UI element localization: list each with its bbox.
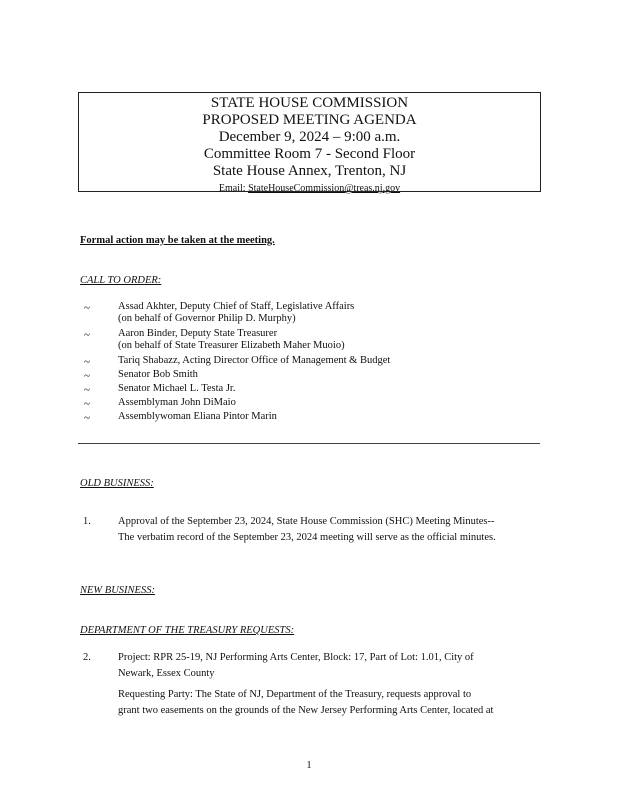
bullet-tilde: ~ bbox=[84, 412, 90, 424]
new-business-heading: NEW BUSINESS: bbox=[80, 585, 155, 596]
member-name: Assad Akhter, Deputy Chief of Staff, Legislative Affairs bbox=[118, 301, 355, 312]
bullet-tilde: ~ bbox=[84, 398, 90, 410]
item-text-line: Project: RPR 25-19, NJ Performing Arts Center, Block: 17, Part of Lot: 1.01, City of bbox=[118, 652, 474, 663]
call-to-order-heading: CALL TO ORDER: bbox=[80, 275, 162, 286]
member-name: Aaron Binder, Deputy State Treasurer bbox=[118, 328, 278, 339]
member-note: (on behalf of Governor Philip D. Murphy) bbox=[118, 313, 296, 324]
member-item bbox=[118, 301, 354, 325]
formal-action-notice: Formal action may be taken at the meeting. bbox=[80, 235, 275, 246]
bullet-tilde: ~ bbox=[84, 329, 90, 341]
member-item: Tariq Shabazz, Acting Director Office of Management & Budget bbox=[118, 355, 391, 366]
bullet-tilde: ~ bbox=[84, 356, 90, 368]
bullet-tilde: ~ bbox=[84, 384, 90, 396]
email-line bbox=[79, 180, 540, 197]
meeting-date: December 9, 2024 – 9:00 a.m. bbox=[218, 129, 401, 145]
item-text-line: grant two easements on the grounds of the New Jersey Performing Arts Center, located at bbox=[118, 705, 494, 716]
page-number: 1 bbox=[306, 760, 312, 771]
email-label: Email: bbox=[218, 183, 249, 194]
item-text-line: Newark, Essex County bbox=[118, 668, 215, 679]
member-note: (on behalf of State Treasurer Elizabeth Maher Muoio) bbox=[118, 340, 345, 351]
meeting-room: Committee Room 7 - Second Floor bbox=[203, 146, 416, 162]
bullet-tilde: ~ bbox=[84, 370, 90, 382]
member-item: Senator Michael L. Testa Jr. bbox=[118, 383, 236, 394]
requesting-party-description bbox=[118, 687, 538, 719]
email-link[interactable]: StateHouseCommission@treas.nj.gov bbox=[248, 183, 401, 194]
member-item bbox=[118, 328, 345, 352]
project-description bbox=[118, 650, 538, 682]
member-item: Assemblyman John DiMaio bbox=[118, 397, 236, 408]
item-number: 2. bbox=[83, 652, 91, 663]
member-item: Assemblywoman Eliana Pintor Marin bbox=[118, 411, 277, 422]
item-number: 1. bbox=[83, 516, 91, 527]
minutes-approval-item bbox=[118, 514, 538, 546]
agenda-header-box bbox=[78, 92, 541, 192]
agenda-title: PROPOSED MEETING AGENDA bbox=[202, 112, 417, 128]
section-divider bbox=[78, 443, 540, 444]
item-text-line: Requesting Party: The State of NJ, Department of the Treasury, requests approval to bbox=[118, 689, 472, 700]
treasury-requests-heading: DEPARTMENT OF THE TREASURY REQUESTS: bbox=[80, 625, 295, 636]
old-business-heading: OLD BUSINESS: bbox=[80, 478, 154, 489]
member-item: Senator Bob Smith bbox=[118, 369, 198, 380]
commission-title: STATE HOUSE COMMISSION bbox=[210, 95, 409, 111]
bullet-tilde: ~ bbox=[84, 302, 90, 314]
item-text-line: Approval of the September 23, 2024, State House Commission (SHC) Meeting Minutes-- bbox=[118, 516, 495, 527]
item-text-line: The verbatim record of the September 23, 2024 meeting will serve as the official minutes. bbox=[118, 532, 496, 543]
meeting-location: State House Annex, Trenton, NJ bbox=[212, 163, 407, 179]
